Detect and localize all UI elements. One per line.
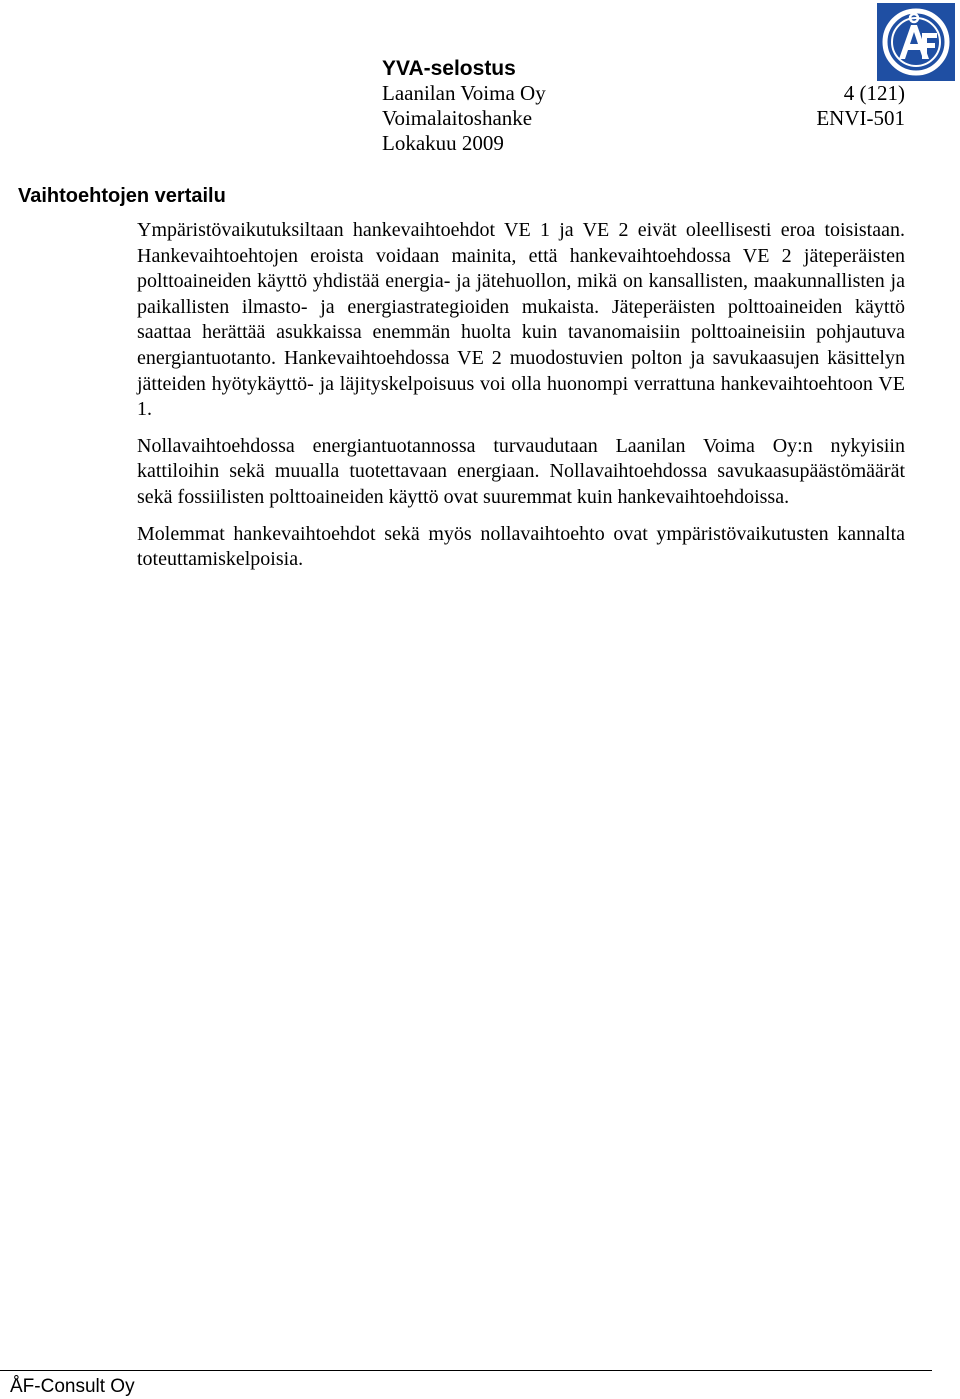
document-date: Lokakuu 2009 — [382, 131, 504, 155]
footer-divider — [0, 1370, 932, 1371]
document-title: YVA-selostus — [382, 57, 516, 80]
page-number: 4 (121) — [843, 81, 905, 105]
company-name: Laanilan Voima Oy — [382, 81, 546, 105]
paragraph: Molemmat hankevaihtoehdot sekä myös nollavaihtoehto ovat ympäristövaikutusten kannalta toteuttamiskelpoisia. — [137, 522, 905, 571]
header-row-company — [382, 81, 905, 106]
document-code: ENVI-501 — [816, 106, 905, 130]
footer-company: ÅF-Consult Oy — [10, 1376, 135, 1397]
paragraph: Nollavaihtoehdossa energiantuotannossa turvaudutaan Laanilan Voima Oy:n nykyisiin kattiloihin sekä muualla tuotettavaan energiaan. Nollavaihtoehdossa savukaasupäästömäärät sekä fossiilisten polttoaineiden käyttö ovat suuremmat kuin hankevaihtoehdoissa. — [137, 434, 905, 508]
header-row-project — [382, 106, 905, 131]
header-row-date — [382, 131, 905, 156]
paragraph: Ympäristövaikutuksiltaan hankevaihtoehdot VE 1 ja VE 2 eivät oleellisesti eroa toisistaan. Hankevaihtoehtojen eroista voidaan mainita, että hankevaihtoehdossa VE 2 jäteperäisten polttoaineiden käyttö yhdistää energia- ja jätehuollon, mikä on kansallisten, maakunnallisten ja paikallisten ilmasto- ja energiastrategioiden mukaista. Jäteperäisten polttoaineiden käyttö saattaa herättää asukkaissa enemmän huolta kuin tavanomaisiin polttoaineisiin pohjautuva energiantuotanto. Hankevaihtoehdossa VE 2 muodostuvien polton ja savukaasujen käsittelyn jätteiden hyötykäyttö- ja läjityskelpoisuus voi olla huonompi verrattuna hankevaihtoehtoon VE 1. — [137, 219, 905, 421]
project-name: Voimalaitoshanke — [382, 106, 533, 130]
document-header — [382, 56, 905, 156]
body-text — [137, 218, 905, 584]
section-heading: Vaihtoehtojen vertailu — [18, 185, 226, 207]
